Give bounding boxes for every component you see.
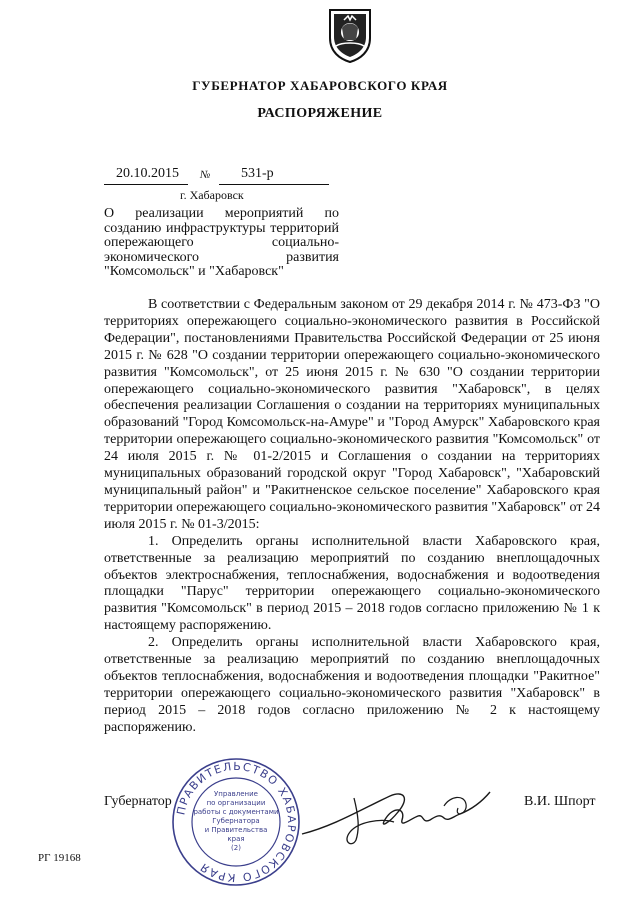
item-1-paragraph: 1. Определить органы исполнительной власти Хабаровского края, ответственные за реализацию мероприятий по созданию внеплощадочных объектов электроснабжения, теплоснабжения, водоснабжения и водоотведения площадки "Парус" территории опережающего социально-экономического развития "Комсомольск" в период 2015 – 2018 годов согласно приложению № 1 к настоящему распоряжению. [104, 533, 600, 634]
stamp-line: и Правительства [204, 826, 268, 834]
stamp-line: по организации [206, 799, 266, 807]
stamp-line: (2) [231, 844, 241, 852]
stamp-line: Управление [214, 790, 258, 798]
city: г. Хабаровск [180, 188, 244, 202]
issuer-title: ГУБЕРНАТОР ХАБАРОВСКОГО КРАЯ [192, 78, 448, 93]
coat-of-arms-emblem [326, 6, 374, 64]
document-body [104, 297, 600, 737]
item-2-paragraph: 2. Определить органы исполнительной власти Хабаровского края, ответственные за реализацию мероприятий по созданию внеплощадочных объектов теплоснабжения, водоснабжения и водоотведения площадки "Ракитное" территории опережающего социально-экономического развития "Хабаровск" в период 2015 – 2018 годов согласно приложению № 2 к настоящему распоряжению. [104, 635, 600, 735]
preamble-paragraph: В соответствии с Федеральным законом от 29 декабря 2014 г. № 473-ФЗ "О территориях опережающего социально-экономического развития в Российской Федерации", постановлениями Правительства Российской Федерации от 25 июня 2015 г. № 628 "О создании территории опережающего социально-экономического развития "Комсомольск", от 25 июня 2015 г. № 630 "О создании территории опережающего социально-экономического развития "Хабаровск", в целях обеспечения реализации Соглашения о создании на территориях муниципальных образований "Город Комсомольск-на-Амуре" и "Город Амурск" Хабаровского края территории опережающего социально-экономического развития "Комсомольск" от 24 июля 2015 г. № 01-2/2015 и Соглашения о создании на территориях муниципальных образований городской округ "Город Хабаровск", "Хабаровский муниципальный район" и "Ракитненское сельское поселение" Хабаровского края территории опережающего социально-экономического развития "Хабаровск" от 24 июля 2015 г. № 01-3/2015: [104, 297, 600, 532]
handwritten-signature [294, 778, 494, 848]
stamp-ring-text: ПРАВИТЕЛЬСТВО ХАБАРОВСКОГО КРАЯ [174, 759, 299, 885]
subject: О реализации мероприятий по созданию инфраструктуры территорий опережающего социально-экономического развития "Комсомольск" и "Хабаровск" [104, 206, 339, 280]
document-date: 20.10.2015 [104, 166, 188, 185]
document-type: РАСПОРЯЖЕНИЕ [257, 106, 383, 121]
signer-title: Губернатор [104, 794, 172, 809]
signer-name: В.И. Шпорт [524, 794, 596, 809]
stamp-line: Губернатора [212, 817, 260, 825]
stamp-line: работы с документами [193, 808, 279, 816]
official-stamp [170, 756, 302, 888]
document-number: 531-р [219, 166, 329, 185]
stamp-line: края [227, 835, 245, 843]
number-label: № [200, 169, 211, 181]
document-reference: РГ 19168 [38, 852, 81, 864]
